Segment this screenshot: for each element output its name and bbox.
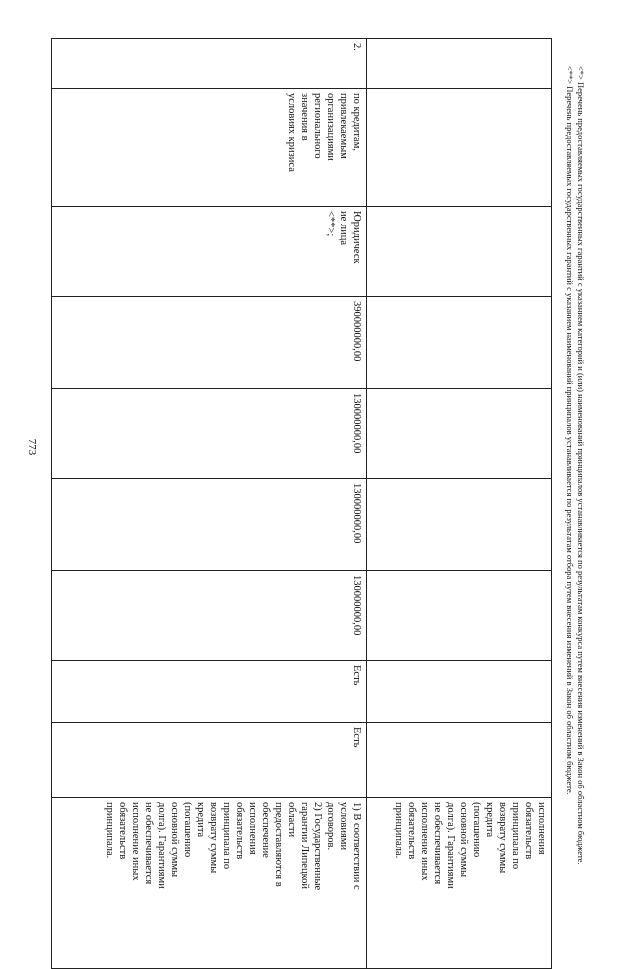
cell-sum-year3 bbox=[367, 571, 552, 661]
guarantees-table bbox=[52, 38, 552, 891]
cell-regress bbox=[367, 661, 552, 723]
cell-purpose: по кредитам, привлекаемым организациями регионального значения в условиях кризиса bbox=[52, 89, 367, 207]
cell-conditions: исполнения обязательств принципала по возврату суммы кредита (погашению основной суммы долга). Гарантиями не обеспечивается исполнение иных обязательств принципала. bbox=[367, 798, 552, 969]
footnotes bbox=[564, 38, 586, 868]
cell-sum-total: 390000000,00 bbox=[52, 297, 367, 389]
cell-category: Юридическ ие лица <**>; bbox=[52, 207, 367, 297]
cell-check: Есть bbox=[52, 723, 367, 798]
cell-conditions: 1) В соответствии с условиями договоров. 2) Государственные гарантии Липецкой области предоставляются в обеспечение исполнения обязательств принципала по возврату суммы кредита (погашению основной суммы долга). Гарантиями не обеспечивается исполнение иных обязательств принципала. bbox=[52, 798, 367, 969]
cell-sum-year1: 130000000,00 bbox=[52, 389, 367, 479]
table-row bbox=[367, 39, 552, 969]
table-row bbox=[52, 39, 367, 969]
cell-sum-total bbox=[367, 297, 552, 389]
cell-category bbox=[367, 207, 552, 297]
cell-purpose bbox=[367, 89, 552, 207]
footnote-1: <*> Перечень предоставляемых государственных гарантий с указанием категорий и (или) наименований принципалов устанавливается по результатам конкурса путем внесения изменений в Закон об областном бюджете. bbox=[576, 66, 586, 865]
cell-regress: Есть bbox=[52, 661, 367, 723]
cell-num bbox=[367, 39, 552, 89]
footnote-2: <**> Перечень предоставляемых государственных гарантий с указанием наименований принципалов устанавливается по результатам отбора путем внесения изменений в Закон об областном бюджете. bbox=[565, 66, 575, 795]
cell-sum-year1 bbox=[367, 389, 552, 479]
cell-check bbox=[367, 723, 552, 798]
cell-sum-year2: 130000000,00 bbox=[52, 479, 367, 571]
cell-sum-year3: 130000000,00 bbox=[52, 571, 367, 661]
cell-num: 2. bbox=[52, 39, 367, 89]
page-number: 773 bbox=[26, 438, 38, 456]
cell-sum-year2 bbox=[367, 479, 552, 571]
